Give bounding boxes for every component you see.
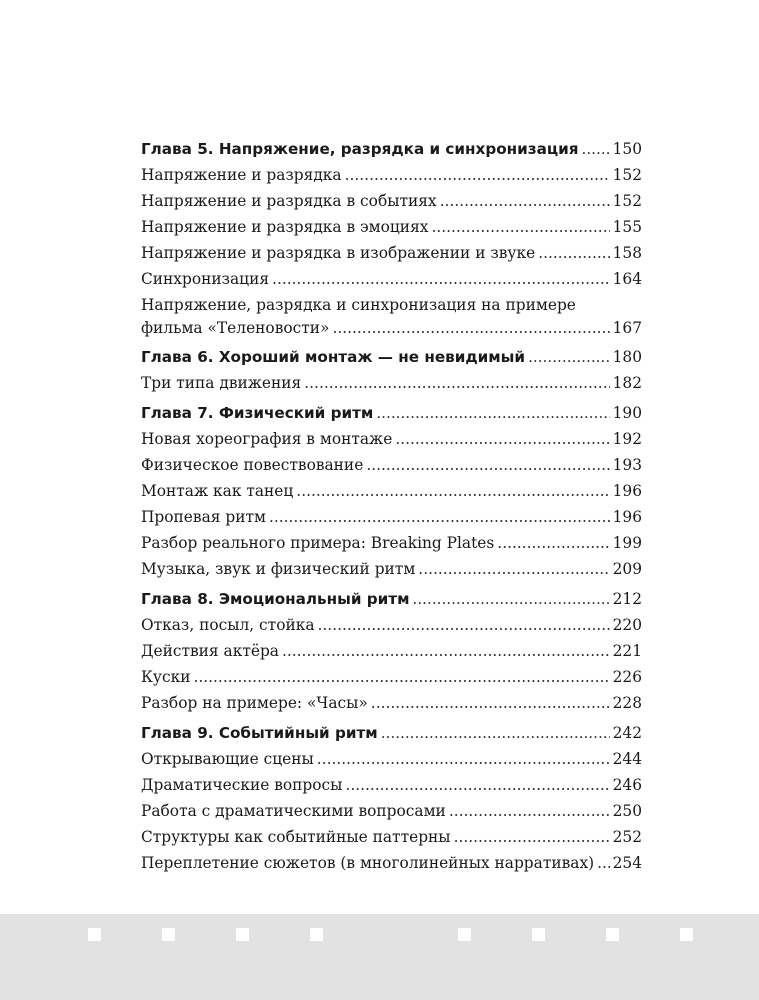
toc-title: Структуры как событийные паттерны (141, 828, 451, 846)
toc-page: 254 (612, 854, 642, 872)
dot-leader (454, 824, 610, 850)
toc-entry[interactable] (141, 612, 642, 638)
dot-leader (381, 720, 610, 746)
toc-title: Глава 5. Напряжение, разрядка и синхронизация (141, 140, 579, 158)
toc-entry[interactable] (141, 638, 642, 664)
toc-entry[interactable] (141, 478, 642, 504)
binding-hole (606, 928, 619, 941)
binding-hole (458, 928, 471, 941)
dot-leader (371, 690, 610, 716)
page-footer-band (0, 914, 759, 1000)
toc-entry[interactable] (141, 370, 642, 396)
toc-entry[interactable] (141, 266, 642, 292)
binding-hole (88, 928, 101, 941)
binding-hole (236, 928, 249, 941)
toc-title: Пропевая ритм (141, 508, 266, 526)
binding-hole (532, 928, 545, 941)
toc-entry[interactable] (141, 188, 642, 214)
toc-entry[interactable] (141, 772, 642, 798)
toc-title: Отказ, посыл, стойка (141, 616, 315, 634)
toc-page: 152 (612, 166, 642, 184)
dot-leader (440, 188, 610, 214)
dot-leader (282, 638, 610, 664)
toc-entry[interactable] (141, 426, 642, 452)
toc-title: Глава 9. Событийный ритм (141, 724, 378, 742)
toc-entry[interactable] (141, 530, 642, 556)
toc-entry[interactable] (141, 556, 642, 582)
toc-page: 252 (612, 828, 642, 846)
dot-leader (269, 504, 610, 530)
toc-entry[interactable] (141, 664, 642, 690)
toc-title: Разбор реального примера: Breaking Plates (141, 534, 495, 552)
toc-page: 226 (612, 668, 642, 686)
toc-entry-multiline[interactable] (141, 292, 642, 340)
toc-page: 250 (612, 802, 642, 820)
toc-title: Новая хореография в монтаже (141, 430, 393, 448)
toc-page: 152 (612, 192, 642, 210)
dot-leader (345, 162, 610, 188)
toc-title: Открывающие сцены (141, 750, 314, 768)
dot-leader (193, 664, 609, 690)
binding-hole (162, 928, 175, 941)
binding-hole (680, 928, 693, 941)
toc-title: Разбор на примере: «Часы» (141, 694, 368, 712)
toc-title: Напряжение и разрядка (141, 166, 342, 184)
dot-leader (317, 746, 610, 772)
toc-title: Действия актёра (141, 642, 279, 660)
toc-title: Монтаж как танец (141, 482, 294, 500)
toc-title: Переплетение сюжетов (в многолинейных нарративах) (141, 854, 595, 872)
toc-title-line2: фильма «Теленовости» (141, 319, 330, 337)
dot-leader (296, 478, 609, 504)
binding-hole (310, 928, 323, 941)
toc-page: 180 (612, 348, 642, 366)
toc-page: 244 (612, 750, 642, 768)
dot-leader (597, 850, 609, 876)
toc-chapter-7[interactable] (141, 400, 642, 426)
toc-title: Напряжение и разрядка в эмоциях (141, 218, 429, 236)
toc-title: Напряжение и разрядка в событиях (141, 192, 437, 210)
toc-entry[interactable] (141, 240, 642, 266)
toc-title: Глава 8. Эмоциональный ритм (141, 590, 410, 608)
dot-leader (413, 586, 610, 612)
toc-title: Глава 6. Хороший монтаж — не невидимый (141, 348, 526, 366)
toc-page: 220 (612, 616, 642, 634)
toc-page: 182 (612, 374, 642, 392)
toc-title: Три типа движения (141, 374, 302, 392)
toc-page: 155 (612, 218, 642, 236)
toc-entry[interactable] (141, 452, 642, 478)
dot-leader (528, 344, 610, 370)
toc-chapter-6[interactable] (141, 344, 642, 370)
toc-page: 212 (612, 590, 642, 608)
toc-entry[interactable] (141, 214, 642, 240)
toc-entry[interactable] (141, 850, 642, 876)
dot-leader (497, 530, 609, 556)
toc-title: Драматические вопросы (141, 776, 343, 794)
toc-entry[interactable] (141, 824, 642, 850)
table-of-contents (141, 136, 642, 876)
toc-title: Работа с драматическими вопросами (141, 802, 446, 820)
toc-page: 196 (612, 482, 642, 500)
dot-leader (318, 612, 610, 638)
toc-title: Глава 7. Физический ритм (141, 404, 374, 422)
toc-page: 164 (612, 270, 642, 288)
toc-page: 193 (612, 456, 642, 474)
toc-title-line1: Напряжение, разрядка и синхронизация на примере (141, 296, 576, 314)
dot-leader (304, 370, 609, 396)
toc-entry[interactable] (141, 798, 642, 824)
toc-page: 167 (612, 319, 642, 337)
dot-leader (538, 240, 609, 266)
toc-page: 199 (612, 534, 642, 552)
toc-page: 209 (612, 560, 642, 578)
toc-title: Синхронизация (141, 270, 270, 288)
toc-page: 196 (612, 508, 642, 526)
toc-chapter-9[interactable] (141, 720, 642, 746)
toc-entry[interactable] (141, 504, 642, 530)
toc-page: 221 (612, 642, 642, 660)
toc-entry[interactable] (141, 690, 642, 716)
dot-leader (418, 556, 609, 582)
toc-chapter-5[interactable] (141, 136, 642, 162)
toc-page: 228 (612, 694, 642, 712)
dot-leader (449, 798, 610, 824)
toc-page: 192 (612, 430, 642, 448)
toc-page: 242 (612, 724, 642, 742)
toc-page: 190 (612, 404, 642, 422)
toc-title: Напряжение и разрядка в изображении и звуке (141, 244, 536, 262)
dot-leader (366, 452, 609, 478)
dot-leader (332, 316, 609, 340)
dot-leader (395, 426, 609, 452)
dot-leader (582, 136, 610, 162)
dot-leader (272, 266, 610, 292)
dot-leader (376, 400, 609, 426)
toc-entry[interactable] (141, 746, 642, 772)
toc-title: Куски (141, 668, 191, 686)
toc-chapter-8[interactable] (141, 586, 642, 612)
toc-entry[interactable] (141, 162, 642, 188)
toc-title: Музыка, звук и физический ритм (141, 560, 416, 578)
dot-leader (345, 772, 609, 798)
toc-title: Физическое повествование (141, 456, 364, 474)
toc-page: 246 (612, 776, 642, 794)
toc-page: 158 (612, 244, 642, 262)
dot-leader (431, 214, 609, 240)
toc-page: 150 (612, 140, 642, 158)
